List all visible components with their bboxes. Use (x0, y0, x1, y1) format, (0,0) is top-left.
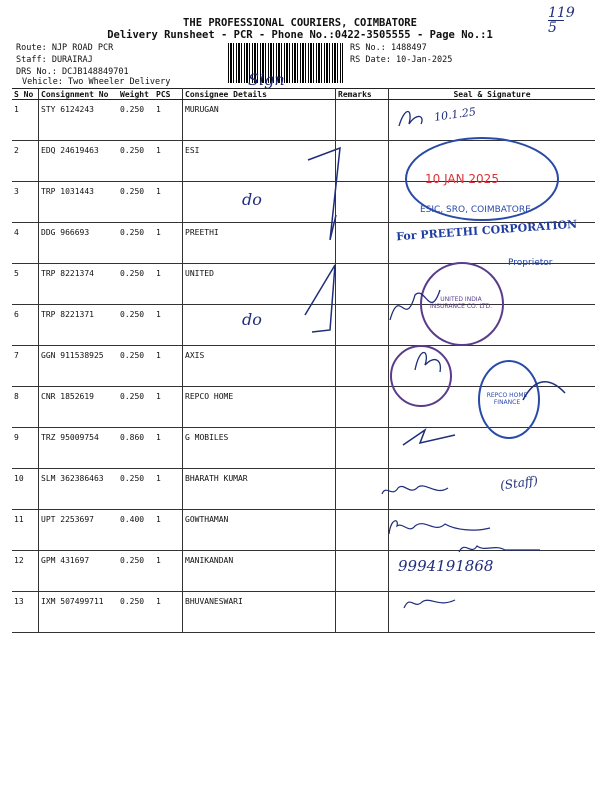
cell-weight: 0.860 (118, 428, 154, 469)
cell-pcs: 1 (154, 223, 183, 264)
cell-remarks (336, 510, 389, 551)
cell-remarks (336, 551, 389, 592)
cell-sno: 12 (12, 551, 39, 592)
cell-weight: 0.250 (118, 305, 154, 346)
rs-date: RS Date: 10-Jan-2025 (350, 55, 453, 65)
cell-pcs: 1 (154, 469, 183, 510)
company-title: THE PROFESSIONAL COURIERS, COIMBATORE (183, 17, 417, 29)
cell-consignment: TRP 8221374 (39, 264, 119, 305)
cell-sno: 4 (12, 223, 39, 264)
esic-stamp-date: 10 JAN 2025 (425, 172, 499, 186)
united-stamp-text: UNITED INDIA INSURANCE CO. LTD. (429, 296, 493, 310)
cell-pcs: 1 (154, 264, 183, 305)
runsheet-subtitle: Delivery Runsheet - PCR - Phone No.:0422-3505555 - Page No.:1 (107, 29, 493, 41)
col-remarks: Remarks (336, 89, 389, 100)
cell-consignee: BHUVANESWARI (183, 592, 336, 633)
cell-consignee: BHARATH KUMAR (183, 469, 336, 510)
cell-pcs: 1 (154, 346, 183, 387)
cell-consignee: G MOBILES (183, 428, 336, 469)
cell-consignment: GGN 911538925 (39, 346, 119, 387)
row11-signature (385, 512, 495, 540)
cell-consignment: EDQ 24619463 (39, 141, 119, 182)
ditto-bracket-lines (300, 140, 360, 340)
cell-weight: 0.250 (118, 100, 154, 141)
cell-pcs: 1 (154, 510, 183, 551)
cell-remarks (336, 346, 389, 387)
cell-consignee: ESI (183, 141, 336, 182)
cell-sno: 1 (12, 100, 39, 141)
cell-sno: 5 (12, 264, 39, 305)
cell-consignee: PREETHI (183, 223, 336, 264)
cell-sno: 9 (12, 428, 39, 469)
cell-weight: 0.250 (118, 387, 154, 428)
row12-phone: 9994191868 (398, 557, 494, 575)
row1-date: 10.1.25 (433, 105, 477, 124)
cell-pcs: 1 (154, 428, 183, 469)
cell-weight: 0.250 (118, 223, 154, 264)
row7-signature (410, 340, 450, 380)
cell-pcs: 1 (154, 551, 183, 592)
cell-consignment: IXM 507499711 (39, 592, 119, 633)
corner-note-bottom: 5 (548, 20, 557, 36)
col-pcs: PCS (154, 89, 183, 100)
cell-sno: 11 (12, 510, 39, 551)
cell-sno: 8 (12, 387, 39, 428)
cell-pcs: 1 (154, 141, 183, 182)
cell-consignee: AXIS (183, 346, 336, 387)
cell-remarks (336, 592, 389, 633)
row5-signature (385, 280, 445, 330)
col-consignee: Consignee Details (183, 89, 336, 100)
staff-label: Staff: DURAIRAJ (16, 55, 93, 65)
cell-consignee: MURUGAN (183, 100, 336, 141)
cell-consignment: TRZ 95009754 (39, 428, 119, 469)
cell-consignee: GOWTHAMAN (183, 510, 336, 551)
cell-consignment: TRP 8221371 (39, 305, 119, 346)
vehicle-label: Vehicle: Two Wheeler Delivery (22, 77, 171, 87)
col-weight: Weight (118, 89, 154, 100)
cell-consignee: MANIKANDAN (183, 551, 336, 592)
barcode-image (228, 43, 343, 83)
cell-remarks (336, 387, 389, 428)
cell-pcs: 1 (154, 100, 183, 141)
cell-pcs: 1 (154, 182, 183, 223)
cell-remarks (336, 428, 389, 469)
cell-weight: 0.250 (118, 592, 154, 633)
cell-weight: 0.400 (118, 510, 154, 551)
cell-pcs: 1 (154, 387, 183, 428)
cell-consignment: UPT 2253697 (39, 510, 119, 551)
drs-label: DRS No.: DCJB148849701 (16, 67, 129, 77)
handwritten-sign: Sign (248, 70, 285, 89)
row8-signature (520, 375, 570, 405)
cell-sno: 7 (12, 346, 39, 387)
col-consignment: Consignment No (39, 89, 119, 100)
cell-consignment: SLM 362386463 (39, 469, 119, 510)
cell-sno: 6 (12, 305, 39, 346)
cell-weight: 0.250 (118, 551, 154, 592)
col-sno: S No (12, 89, 39, 100)
row13-signature (400, 592, 460, 614)
cell-sno: 3 (12, 182, 39, 223)
cell-weight: 0.250 (118, 469, 154, 510)
cell-sno: 13 (12, 592, 39, 633)
row10-signature (378, 478, 458, 502)
cell-weight: 0.250 (118, 182, 154, 223)
table-row (12, 592, 595, 633)
preethi-stamp: For PREETHI CORPORATION (395, 217, 578, 244)
cell-consignment: DDG 966693 (39, 223, 119, 264)
proprietor-label: Proprietor (508, 258, 553, 268)
repco-stamp-text: REPCO HOME FINANCE (486, 392, 528, 406)
ditto-row6: do (242, 310, 262, 329)
row10-note: (Staff) (499, 473, 539, 493)
cell-consignment: CNR 1852619 (39, 387, 119, 428)
cell-consignment: GPM 431697 (39, 551, 119, 592)
cell-weight: 0.250 (118, 141, 154, 182)
cell-consignment: STY 6124243 (39, 100, 119, 141)
cell-sno: 10 (12, 469, 39, 510)
cell-consignee: UNITED (183, 264, 336, 305)
cell-pcs: 1 (154, 305, 183, 346)
cell-consignment: TRP 1031443 (39, 182, 119, 223)
table-header-row (12, 89, 595, 100)
ditto-row3: do (242, 190, 262, 209)
cell-weight: 0.250 (118, 346, 154, 387)
corner-note-top: 119 (548, 5, 575, 21)
rs-number: RS No.: 1488497 (350, 43, 427, 53)
cell-consignee: REPCO HOME (183, 387, 336, 428)
cell-remarks (336, 100, 389, 141)
row9-signature (400, 425, 460, 450)
cell-weight: 0.250 (118, 264, 154, 305)
esic-stamp-text: ESIC, SRO, COIMBATORE (420, 205, 531, 215)
route-label: Route: NJP ROAD PCR (16, 43, 114, 53)
cell-pcs: 1 (154, 592, 183, 633)
cell-sno: 2 (12, 141, 39, 182)
col-seal: Seal & Signature (389, 89, 596, 100)
table-row (12, 100, 595, 141)
